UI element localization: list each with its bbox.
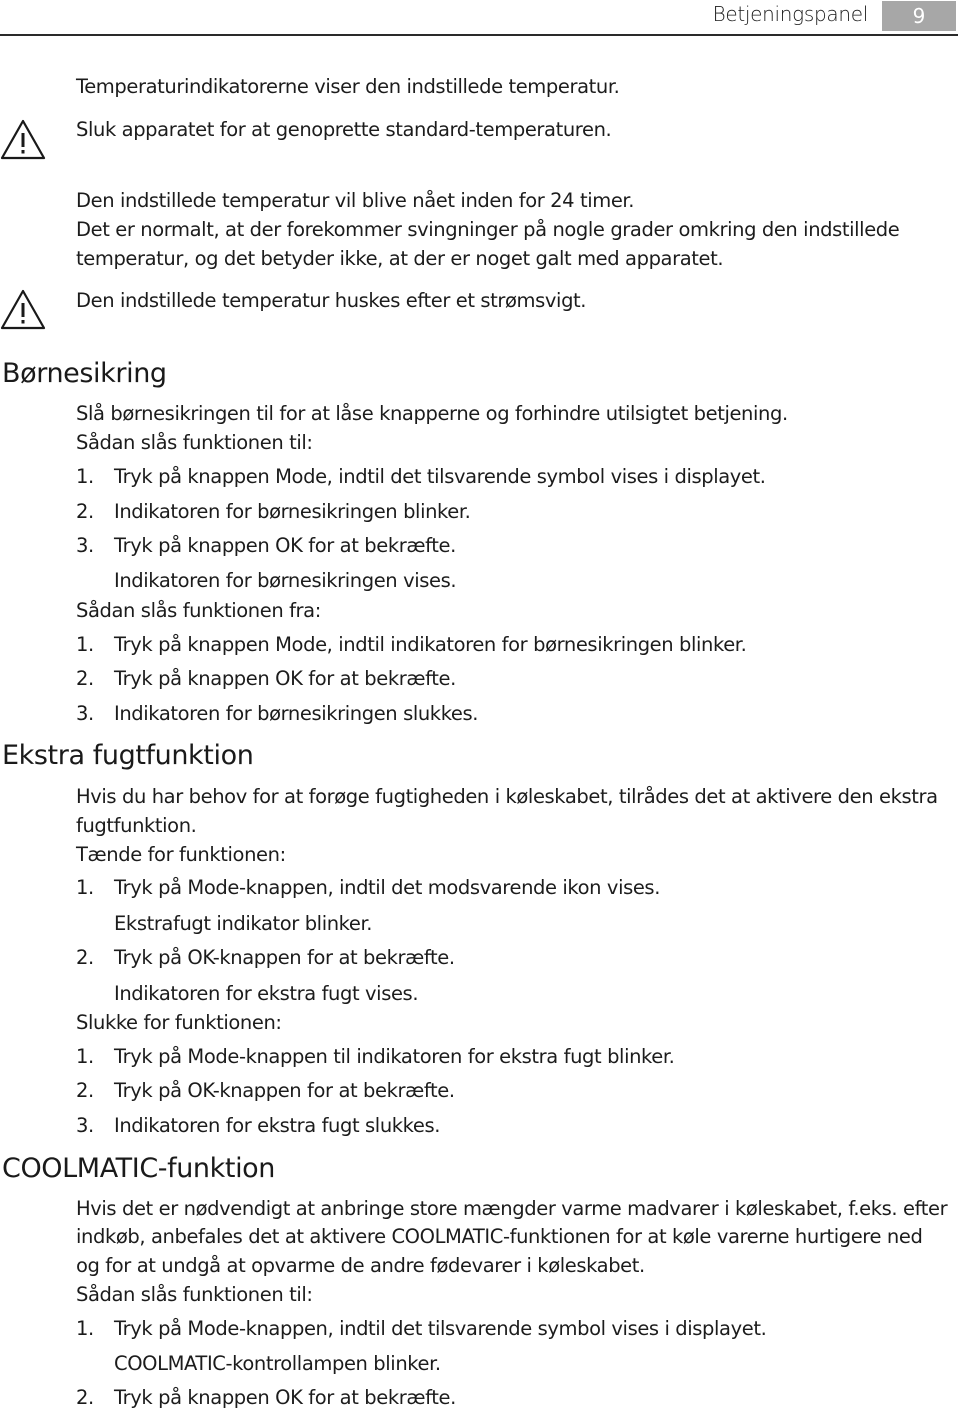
intro-text: Temperaturindikatorerne viser den indstillede temperatur. — [76, 75, 620, 98]
section-intro: og for at undgå at opvarme de andre fødevarer i køleskabet. — [76, 1254, 645, 1277]
step-text: Tryk på OK-knappen for at bekræfte. — [114, 946, 455, 969]
step-number: 3. — [76, 534, 94, 557]
section-intro: Hvis det er nødvendigt at anbringe store mængder varme madvarer i køleskabet, f.eks. efter — [76, 1197, 948, 1220]
warning-icon — [0, 288, 46, 330]
intro-text: Den indstillede temperatur vil blive nået inden for 24 timer. — [76, 189, 635, 212]
step-text: Tryk på knappen OK for at bekræfte. — [114, 534, 456, 557]
step-number: 2. — [76, 500, 94, 523]
section-heading: Ekstra fugtfunktion — [2, 740, 254, 771]
step-note: Ekstrafugt indikator blinker. — [114, 912, 373, 935]
step-text: Tryk på knappen OK for at bekræfte. — [114, 667, 456, 690]
step-number: 2. — [76, 667, 94, 690]
step-number: 2. — [76, 946, 94, 969]
step-number: 1. — [76, 1045, 94, 1068]
header-divider — [0, 34, 958, 36]
steps-title: Slukke for funktionen: — [76, 1011, 282, 1034]
step-text: Tryk på knappen OK for at bekræfte. — [114, 1386, 456, 1409]
step-number: 1. — [76, 465, 94, 488]
step-text: Indikatoren for ekstra fugt slukkes. — [114, 1114, 441, 1137]
step-text: Tryk på knappen Mode, indtil indikatoren for børnesikringen blinker. — [114, 633, 747, 656]
step-number: 3. — [76, 702, 94, 725]
step-number: 1. — [76, 633, 94, 656]
intro-text: Det er normalt, at der forekommer svingninger på nogle grader omkring den indstillede — [76, 218, 900, 241]
step-note: Indikatoren for ekstra fugt vises. — [114, 982, 419, 1005]
section-intro: Slå børnesikringen til for at låse knapperne og forhindre utilsigtet betjening. — [76, 402, 788, 425]
step-text: Tryk på Mode-knappen til indikatoren for ekstra fugt blinker. — [114, 1045, 675, 1068]
intro-text: temperatur, og det betyder ikke, at der er noget galt med apparatet. — [76, 247, 724, 270]
step-note: Indikatoren for børnesikringen vises. — [114, 569, 457, 592]
step-text: Indikatoren for børnesikringen blinker. — [114, 500, 471, 523]
section-heading: Børnesikring — [2, 358, 167, 389]
section-intro: indkøb, anbefales det at aktivere COOLMATIC-funktionen for at køle varerne hurtigere ned — [76, 1225, 923, 1248]
step-text: Tryk på Mode-knappen, indtil det modsvarende ikon vises. — [114, 876, 660, 899]
warning-icon — [0, 118, 46, 160]
step-text: Tryk på Mode-knappen, indtil det tilsvarende symbol vises i displayet. — [114, 1317, 767, 1340]
section-heading: COOLMATIC-funktion — [2, 1153, 276, 1184]
section-intro: fugtfunktion. — [76, 814, 197, 837]
warning-text: Sluk apparatet for at genoprette standard-temperaturen. — [76, 118, 612, 141]
step-note: COOLMATIC-kontrollampen blinker. — [114, 1352, 441, 1375]
header-title: Betjeningspanel — [712, 2, 868, 26]
step-number: 2. — [76, 1386, 94, 1409]
step-number: 2. — [76, 1079, 94, 1102]
section-intro: Hvis du har behov for at forøge fugtigheden i køleskabet, tilrådes det at aktivere den ekstra — [76, 785, 938, 808]
warning-text: Den indstillede temperatur huskes efter et strømsvigt. — [76, 289, 587, 312]
page-header — [0, 0, 960, 40]
steps-title: Sådan slås funktionen til: — [76, 1283, 313, 1306]
step-text: Tryk på knappen Mode, indtil det tilsvarende symbol vises i displayet. — [114, 465, 766, 488]
step-text: Indikatoren for børnesikringen slukkes. — [114, 702, 479, 725]
step-number: 1. — [76, 876, 94, 899]
steps-title: Tænde for funktionen: — [76, 843, 286, 866]
page-number: 9 — [882, 1, 956, 31]
step-number: 3. — [76, 1114, 94, 1137]
step-text: Tryk på OK-knappen for at bekræfte. — [114, 1079, 455, 1102]
step-number: 1. — [76, 1317, 94, 1340]
steps-title: Sådan slås funktionen til: — [76, 431, 313, 454]
steps-title: Sådan slås funktionen fra: — [76, 599, 321, 622]
